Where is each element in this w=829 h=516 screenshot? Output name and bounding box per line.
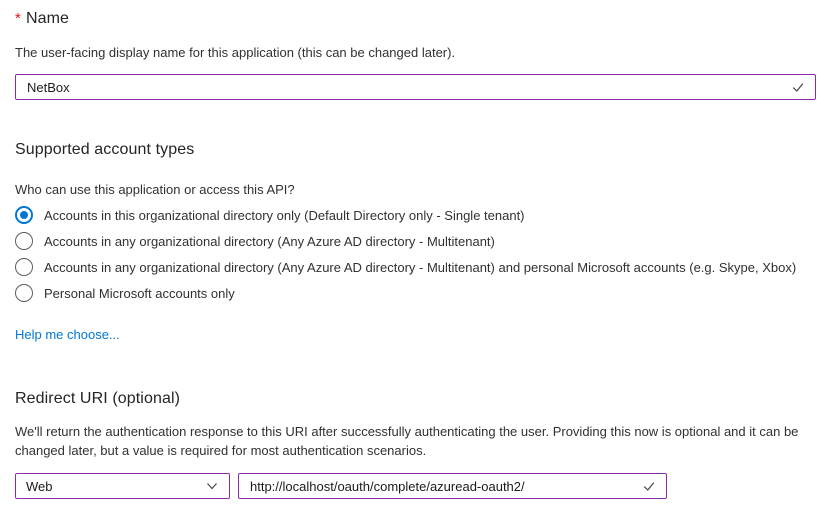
name-title-text: Name [25, 10, 70, 27]
chevron-down-icon [205, 479, 219, 493]
platform-select-value: Web [26, 478, 53, 494]
radio-option-personal-only[interactable] [15, 280, 796, 306]
radio-option-label: Accounts in any organizational directory (Any Azure AD directory - Multitenant) and personal Microsoft accounts (e.g. Skype, Xbox) [44, 259, 797, 275]
radio-option-multitenant-personal[interactable] [15, 254, 796, 280]
radio-button[interactable] [15, 284, 33, 302]
required-asterisk: * [15, 10, 21, 27]
radio-option-label: Accounts in this organizational directory only (Default Directory only - Single tenant) [44, 207, 525, 223]
redirect-uri-title: Redirect URI (optional) [15, 390, 181, 407]
account-types-question: Who can use this application or access this API? [15, 182, 295, 197]
name-section-title [15, 10, 69, 28]
redirect-uri-input[interactable] [239, 474, 641, 498]
help-me-choose-link[interactable]: Help me choose... [15, 327, 120, 342]
radio-option-label: Accounts in any organizational directory (Any Azure AD directory - Multitenant) [44, 233, 495, 249]
redirect-uri-description: We'll return the authentication response to this URI after successfully authenticating the user. Providing this now is optional and it can be changed later, but a value is required for most authentication scenarios. [15, 424, 799, 458]
checkmark-icon [790, 79, 806, 95]
radio-option-label: Personal Microsoft accounts only [44, 285, 235, 301]
name-description: The user-facing display name for this application (this can be changed later). [15, 45, 456, 60]
radio-option-multitenant[interactable] [15, 228, 796, 254]
radio-option-single-tenant[interactable] [15, 202, 796, 228]
platform-select[interactable] [15, 473, 230, 499]
name-input[interactable] [16, 75, 790, 99]
radio-button[interactable] [15, 258, 33, 276]
account-type-options [15, 202, 796, 306]
redirect-uri-input-container [238, 473, 667, 499]
name-input-container [15, 74, 816, 100]
radio-button[interactable] [15, 232, 33, 250]
checkmark-icon [641, 478, 657, 494]
supported-account-types-title: Supported account types [15, 141, 195, 158]
radio-button-selected[interactable] [15, 206, 33, 224]
